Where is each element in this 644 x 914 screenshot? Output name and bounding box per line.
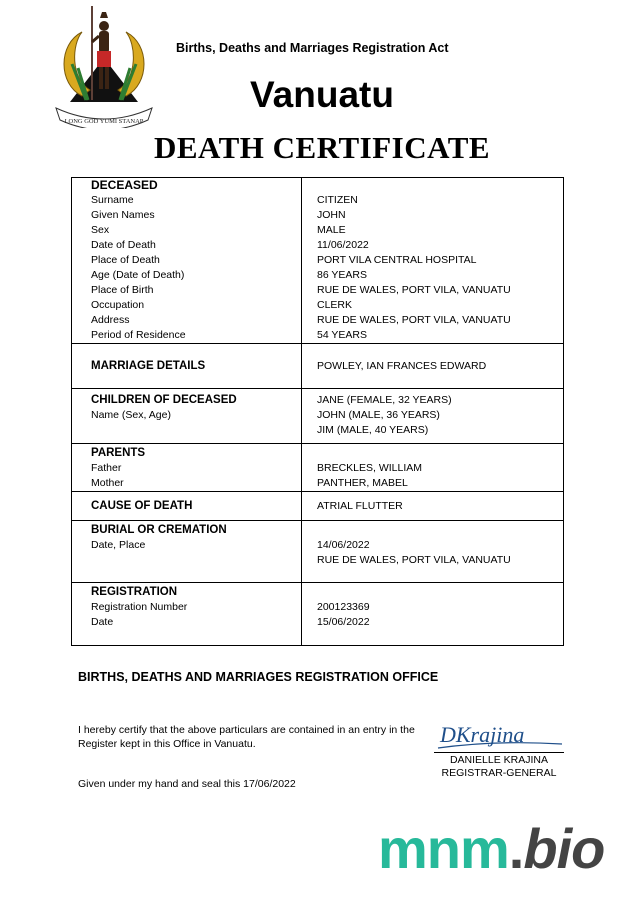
field-value: 86 YEARS — [317, 269, 368, 281]
field-value: PORT VILA CENTRAL HOSPITAL — [317, 254, 477, 266]
registration-heading: REGISTRATION — [91, 586, 178, 598]
burial-place: RUE DE WALES, PORT VILA, VANUATU — [317, 554, 511, 566]
burial-section — [72, 521, 564, 583]
registration-date-label: Date — [91, 616, 114, 628]
act-title: Births, Deaths and Marriages Registration Act — [176, 41, 449, 55]
marriage-section — [72, 344, 564, 389]
field-value: 11/06/2022 — [317, 239, 369, 251]
field-value: CLERK — [317, 299, 353, 311]
field-label: Place of Death — [91, 254, 160, 266]
signer-name: DANIELLE KRAJINA — [449, 754, 549, 766]
registration-date: 15/06/2022 — [317, 616, 370, 628]
field-value: CITIZEN — [317, 194, 358, 206]
burial-label: Date, Place — [91, 539, 146, 551]
field-label: Address — [91, 314, 130, 326]
father-value: BRECKLES, WILLIAM — [317, 462, 423, 474]
registration-number: 200123369 — [317, 601, 370, 613]
parents-section — [72, 444, 564, 492]
child-value: JOHN (MALE, 36 YEARS) — [317, 409, 440, 421]
cause-section — [72, 492, 564, 521]
cause-heading: CAUSE OF DEATH — [91, 499, 193, 512]
spouse-value: POWLEY, IAN FRANCES EDWARD — [317, 359, 487, 372]
svg-text:LONG GOD YUMI STANAP: LONG GOD YUMI STANAP — [64, 118, 144, 125]
burial-date: 14/06/2022 — [317, 539, 370, 551]
field-label: Date of Death — [91, 239, 156, 251]
children-label: Name (Sex, Age) — [91, 409, 171, 421]
signer-block — [434, 754, 564, 780]
marriage-heading: MARRIAGE DETAILS — [91, 359, 206, 372]
given-under-seal-text: Given under my hand and seal this 17/06/2022 — [78, 778, 296, 790]
registration-section — [72, 583, 564, 646]
certification-text: I hereby certify that the above particulars are contained in an entry in the Register kept in this Office in Vanuatu. — [78, 724, 415, 750]
registration-number-label: Registration Number — [91, 601, 188, 613]
father-label: Father — [91, 462, 122, 474]
signature-line — [434, 752, 564, 753]
burial-heading: BURIAL OR CREMATION — [91, 524, 227, 536]
child-value: JIM (MALE, 40 YEARS) — [317, 424, 429, 436]
field-label: Age (Date of Death) — [91, 269, 185, 281]
field-value: JOHN — [317, 209, 346, 221]
mother-value: PANTHER, MABEL — [317, 477, 408, 489]
children-section — [72, 389, 564, 444]
office-title: BIRTHS, DEATHS AND MARRIAGES REGISTRATION OFFICE — [78, 670, 439, 684]
field-label: Surname — [91, 194, 134, 206]
field-label: Sex — [91, 224, 110, 236]
cause-value: ATRIAL FLUTTER — [317, 499, 403, 512]
field-label: Occupation — [91, 299, 145, 311]
watermark-tld: bio — [523, 817, 605, 880]
field-value: MALE — [317, 224, 346, 236]
field-label: Period of Residence — [91, 329, 186, 341]
document-title: DEATH CERTIFICATE — [153, 130, 491, 165]
watermark-logo — [378, 816, 604, 881]
field-value: RUE DE WALES, PORT VILA, VANUATU — [317, 314, 511, 326]
signer-title: REGISTRAR-GENERAL — [441, 767, 557, 779]
parents-heading: PARENTS — [91, 447, 146, 459]
field-value: 54 YEARS — [317, 329, 368, 341]
registrar-signature — [436, 718, 564, 754]
children-heading: CHILDREN OF DECEASED — [91, 394, 237, 406]
field-label: Place of Birth — [91, 284, 154, 296]
country-title: Vanuatu — [250, 74, 394, 115]
deceased-section — [72, 178, 564, 344]
certificate-table — [71, 177, 564, 646]
watermark-main: mnm — [378, 817, 509, 880]
field-value: RUE DE WALES, PORT VILA, VANUATU — [317, 284, 511, 296]
svg-text:DKrajina: DKrajina — [440, 722, 525, 747]
watermark-dot: . — [508, 817, 524, 880]
deceased-heading: DECEASED — [91, 178, 158, 192]
field-label: Given Names — [91, 209, 155, 221]
child-value: JANE (FEMALE, 32 YEARS) — [317, 394, 452, 406]
mother-label: Mother — [91, 477, 124, 489]
